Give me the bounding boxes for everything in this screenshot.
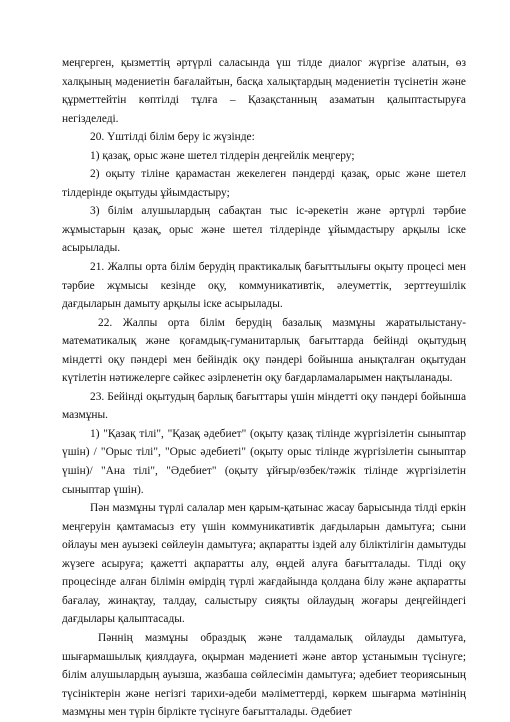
paragraph-subject-content: Пән мазмұны түрлі салалар мен қарым-қатынас жасау барысында тілді еркін меңгеруін қамтамасыз ету үшін коммуникативтік дағдыларын дамытуға; сыни ойлауы мен ауызекі сөйлеуін дамытуға; ақпаратты іздей алу біліктілігін дамытуды жүзеге асыруға; қажетті ақпаратты алу, өңдей алуға бағытталады. Тілді оқу процесінде алған білімін өмірдің түрлі жағдайында қолдана білу және ақпаратты бағалау, жинақтау, талдау, салыстыру сияқты ойлаудың жоғары деңгейіндегі дағдылары қалыптасады. bbox=[62, 502, 466, 626]
paragraph-subject-goals: Пәннің мазмұны образдық және талдамалық ойлауды дамытуға, шығармашылық қиялдауға, оқырман мәдениеті және автор ұстанымын түсінуге; білім алушылардың ауызша, жазбаша сөйлесімін дамытуға; әдебиет теориясының түсініктерін және негізгі тарихи-әдеби мәліметтерді, көркем шығарма мәтінінің мазмұны мен түрін бірлікте түсінуге бағытталады. Әдебиет bbox=[62, 631, 466, 719]
document-body bbox=[62, 54, 466, 722]
paragraph-section-20: 20. Үштілді білім беру іс жүзінде: bbox=[90, 131, 255, 144]
paragraph-section-21: 21. Жалпы орта білім берудің практикалық бағыттылығы оқыту процесі мен тәрбие жұмысы кезінде оқу, коммуникативтік, әлеуметтік, зерттеушілік дағдыларын дамыту арқылы іске асырылады. bbox=[62, 261, 466, 311]
paragraph-item-20-1: 1) қазақ, орыс және шетел тілдерін деңгейлік меңгеру; bbox=[90, 149, 355, 162]
paragraph-item-20-2: 2) оқыту тіліне қарамастан жекелеген пәндерді қазақ, орыс және шетел тілдерінде оқытуды ұйымдастыру; bbox=[62, 168, 466, 199]
paragraph-item-23-1: 1) "Қазақ тілі", "Қазақ әдебиет" (оқыту қазақ тілінде жүргізілетін сыныптар үшін) / "Орыс тілі", "Орыс әдебиеті" (оқыту орыс тілінде жүргізілетін сыныптар үшін)/ "Ана тілі", "Әдебиет" (оқыту ұйғыр/өзбек/тәжік тілінде жүргізілетін сыныптар үшін). bbox=[62, 427, 466, 496]
paragraph-section-23: 23. Бейінді оқытудың барлық бағыттары үшін міндетті оқу пәндері бойынша мазмұны. bbox=[62, 390, 466, 422]
paragraph-section-22: 22. Жалпы орта білім берудің базалық мазмұны жаратылыстану-математикалық және қоғамдық-гуманитарлық бағыттарда бейінді оқытудың міндетті оқу пәндері мен бейіндік оқу пәндері бойынша анықталған оқытудан күтілетін нәтижелерге сәйкес әзірленетін оқу бағдарламаларымен нақтыланады. bbox=[62, 316, 466, 385]
paragraph-item-20-3: 3) білім алушылардың сабақтан тыс іс-әрекетін және әртүрлі тәрбие жұмыстарын қазақ, орыс және шетел тілдерінде ұйымдастыру арқылы іске асырылады. bbox=[62, 205, 466, 255]
paragraph-intro-continuation: меңгерген, қызметтің әртүрлі саласында үш тілде диалог жүргізе алатын, өз халқының мәдениетін бағалайтын, басқа халықтардың мәдениетін түсінетін және құрметтейтін көптілді тұлға – Қазақстанның азаматын қалыптастыруға негізделеді. bbox=[62, 57, 466, 125]
